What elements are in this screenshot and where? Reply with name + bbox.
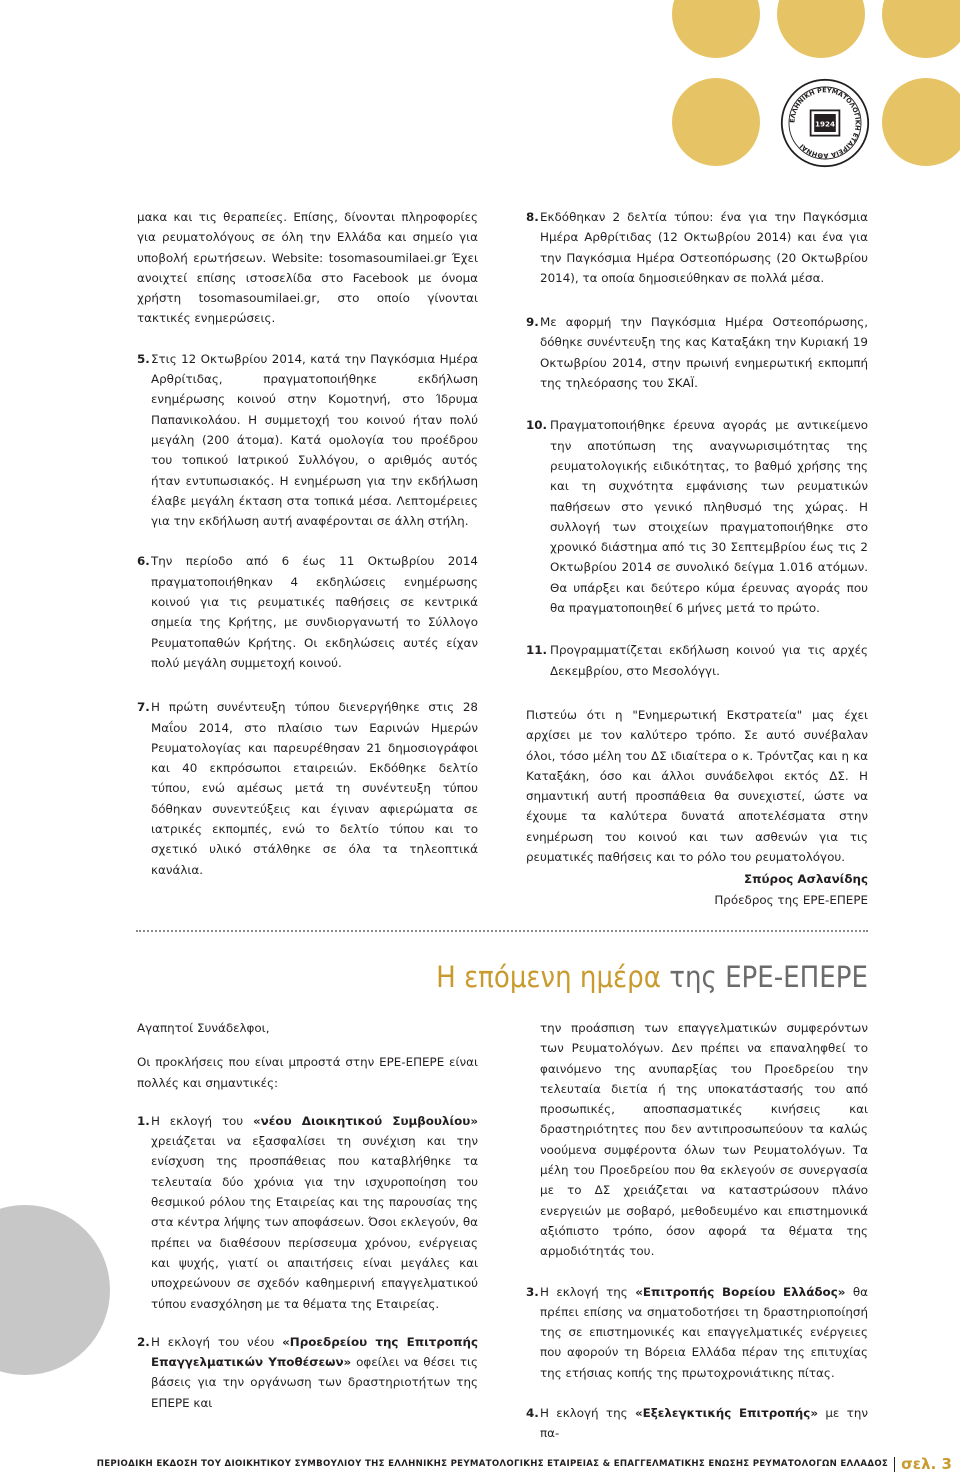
signature-name: Σπύρος Ασλανίδης	[744, 872, 868, 887]
item-text: Την περίοδο από 6 έως 11 Οκτωβρίου 2014 πραγματοποιήθηκαν 4 εκδηλώσεις ενημέρωσης κοινού για τις ρευματικές παθήσεις σε κεντρικά σημεία της Κρήτης, με συνδιοργανωτή το Σύλλογο Ρευματοπαθών Κρήτης. Οι εκδηλώσεις αυτές είχαν πολύ μεγάλη συμμετοχή κοινού.	[151, 554, 478, 670]
item-number: 11.	[526, 643, 548, 658]
item-number: 9.	[526, 315, 539, 330]
headline-part1: Η επόμενη ημέρα	[436, 960, 661, 994]
list-item	[137, 349, 478, 532]
list-item	[526, 312, 868, 393]
decor-circle	[672, 78, 760, 166]
item-text: Η εκλογή του «νέου Διοικητικού Συμβουλίου» χρειάζεται να εξασφαλίσει τη συνέχιση και την ενίσχυση της προσπάθειας που καταβλήθηκε τα τελευταία δύο χρόνια για την ισχυροποίηση του θεσμικού ρόλου της Εταιρείας και της παρουσίας της στα κέντρα λήψης των αποφάσεων. Όσοι εκλεγούν, θα πρέπει να διαθέσουν περίσσευμα χρόνου, ενέργειας και ψυχής, γιατί οι απαιτήσεις είναι μεγάλες και υποχρεώνουν σε σχεδόν καθημερινή επαγγελματικού τύπου ενασχόληση με τα θέματα της Εταιρείας.	[151, 1113, 478, 1311]
item-number: 2.	[137, 1334, 150, 1349]
item-text: Η εκλογή της «Εξελεγκτικής Επιτροπής» με την πα-	[540, 1406, 868, 1441]
intro-paragraph: Οι προκλήσεις που είναι μπροστά στην ΕΡΕ-ΕΠΕΡΕ είναι πολλές και σημαντικές:	[137, 1055, 478, 1090]
page-footer	[0, 1455, 952, 1473]
bottom-right-column	[526, 1018, 868, 1444]
list-item	[526, 1403, 868, 1444]
item-number: 3.	[526, 1284, 539, 1299]
list-item	[137, 1111, 478, 1314]
item-text: Με αφορμή την Παγκόσμια Ημέρα Οστεοπόρωσης, δόθηκε συνέντευξη της κας Καταξάκη την Κυριακή 19 Οκτωβρίου 2014, στην πρωινή ενημερωτική εκπομπή της τηλεόρασης του ΣΚΑΪ.	[540, 315, 868, 391]
item-text: Στις 12 Οκτωβρίου 2014, κατά την Παγκόσμια Ημέρα Αρθρίτιδας, πραγματοποιήθηκε εκδήλωση ενημέρωσης κοινού στην Κομοτηνή, στο Ίδρυμα Παπανικολάου. Η συμμετοχή του κοινού ήταν πολύ μεγάλη (200 άτομα). Κατά ομολογία του προέδρου του τοπικού Ιατρικού Συλλόγου, ο αριθμός αυτός ήταν εντυπωσιακός. Η ενημέρωση για την εκδήλωση έλαβε μεγάλη έκταση στα τοπικά μέσα. Λεπτομέρειες για την εκδήλωση αυτή αναφέρονται σε άλλη στήλη.	[151, 351, 478, 529]
item-text: Προγραμματίζεται εκδήλωση κοινού για τις αρχές Δεκεμβρίου, στο Μεσολόγγι.	[550, 643, 868, 678]
decor-circle	[777, 0, 865, 58]
intro-paragraph: μακα και τις θεραπείες. Επίσης, δίνονται πληροφορίες για ρευματολόγους σε όλη την Ελλάδα και σημείο για υποβολή ερωτήσεων. Website: tosomasoumilaei.gr Έχει ανοιχτεί επίσης ιστοσελίδα στο Facebook με όνομα χρήστη tosomasoumilaei.gr, στο οποίο γίνονται τακτικές ενημερώσεις.	[137, 210, 478, 326]
footer-separator	[894, 1457, 895, 1472]
page-number: σελ. 3	[901, 1455, 952, 1473]
list-item	[137, 1332, 478, 1413]
list-item	[526, 1282, 868, 1383]
society-seal-logo	[780, 78, 870, 168]
item-text: Η πρώτη συνέντευξη τύπου διενεργήθηκε στις 28 Μαΐου 2014, στο πλαίσιο των Εαρινών Ημερών Ρευματολογίας και παρευρέθησαν 21 δημοσιογράφοι και 40 εκπρόσωποι εταιρειών. Εκδόθηκε δελτίο τύπου, ενώ αμέσως μετά τη συνέντευξη τύπου δόθηκαν συνεντεύξεις και έγιναν αφιερώματα σε ιατρικές εκπομπές, ενώ το δελτίο τύπου και το σχετικό υλικό στάλθηκε σε όλα τα τηλεοπτικά κανάλια.	[151, 700, 478, 877]
bottom-left-column	[137, 1018, 478, 1413]
list-item	[137, 697, 478, 880]
decor-circle	[882, 0, 960, 58]
decor-circle	[672, 0, 760, 58]
dotted-divider	[136, 930, 868, 932]
list-item	[526, 640, 868, 681]
section-headline	[436, 960, 868, 994]
decor-circle-gray	[0, 1205, 110, 1375]
item-number: 5.	[137, 351, 150, 366]
seal-year: 1924	[814, 119, 836, 129]
greeting: Αγαπητοί Συνάδελφοι,	[137, 1021, 270, 1035]
item-number: 4.	[526, 1406, 539, 1421]
top-left-column	[137, 207, 478, 880]
list-item	[526, 207, 868, 288]
signature-title: Πρόεδρος της ΕΡΕ-ΕΠΕΡΕ	[714, 892, 868, 907]
closing-paragraph: Πιστεύω ότι η "Ενημερωτική Εκστρατεία" μας έχει αρχίσει με τον καλύτερο τρόπο. Σε αυτό συνέβαλαν όλοι, τόσο μέλη του ΔΣ ιδιαίτερα ο κ. Τρόντζας και η κα Καταξάκη, όσο και άλλοι συνάδελφοι εκτός ΔΣ. Η σημαντική αυτή προσπάθεια θα συνεχιστεί, ώστε να έχουμε τα καλύτερα δυνατά αποτελέσματα στην ενημέρωση του κοινού και των ασθενών για τις ρευματικές παθήσεις και το ρόλο του ρευματολόγου.	[526, 707, 868, 865]
decor-circle	[882, 78, 960, 166]
continued-paragraph: την προάσπιση των επαγγελματικών συμφερόντων των Ρευματολόγων. Δεν πρέπει να επαναληφθεί το φαινόμενο της ανυπαρξίας του Προεδρείου την τελευταία διετία ή της υποκατάστασής του από προσωπικές, αποσπασματικές κινήσεις και δραστηριότητες που δεν αντιπροσωπεύουν τα καλώς νοούμενα συμφέροντα όλων των Ρευματολόγων. Τα μέλη του Προεδρείου που θα εκλεγούν σε συνεργασία με το ΔΣ χρειάζεται να καταστρώσουν πλάνο ενεργειών με σοβαρό, μεθοδευμένο και επιστημονικά αξιόπιστο τρόπο, όσον αφορά τα θέματα της αρμοδιότητάς του.	[540, 1021, 868, 1259]
headline-part2: της ΕΡΕ-ΕΠΕΡΕ	[669, 960, 868, 994]
list-item	[526, 415, 868, 618]
item-text: Εκδόθηκαν 2 δελτία τύπου: ένα για την Παγκόσμια Ημέρα Αρθρίτιδας (12 Οκτωβρίου 2014) και ένα για την Παγκόσμια Ημέρα Οστεοπόρωσης (20 Οκτωβρίου 2014), τα οποία δημοσιεύθηκαν σε πολλά μέσα.	[540, 210, 868, 285]
item-number: 7.	[137, 700, 150, 715]
item-number: 1.	[137, 1113, 150, 1128]
item-number: 10.	[526, 418, 548, 433]
list-item	[137, 551, 478, 673]
item-text: Η εκλογή της «Επιτροπής Βορείου Ελλάδος» θα πρέπει επίσης να σηματοδοτήσει τη δραστηριοποίησή της σε επιστημονικές και επαγγελματικές ενέργειες που αφορούν τη Βόρεια Ελλάδα πέραν της επιτυχίας της ετήσιας κοπής της πρωτοχρονιάτικης πίτας.	[540, 1284, 868, 1380]
item-text: Πραγματοποιήθηκε έρευνα αγοράς με αντικείμενο την αποτύπωση της αναγνωρισιμότητας της ρευματολογικής ειδικότητας, το βαθμό χρήσης της και τη συχνότητα εμφάνισης των ρευματικών παθήσεων στο γενικό πληθυσμό της χώρας. Η συλλογή των στοιχείων πραγματοποιήθηκε στο χρονικό διάστημα από τις 30 Σεπτεμβρίου έως τις 2 Οκτωβρίου 2014 σε συνολικό δείγμα 1.016 ατόμων. Θα υπάρξει και δεύτερο κύμα έρευνας αγοράς που θα πραγματοποιηθεί 6 μήνες μετά το πρώτο.	[550, 418, 868, 616]
item-number: 6.	[137, 554, 150, 569]
footer-publication-text: ΠΕΡΙΟΔΙΚΗ ΕΚΔΟΣΗ ΤΟΥ ΔΙΟΙΚΗΤΙΚΟΥ ΣΥΜΒΟΥΛΙΟΥ ΤΗΣ ΕΛΛΗΝΙΚΗΣ ΡΕΥΜΑΤΟΛΟΓΙΚΗΣ ΕΤΑΙΡΕΙΑΣ & ΕΠΑΓΓΕΛΜΑΤΙΚΗΣ ΕΝΩΣΗΣ ΡΕΥΜΑΤΟΛΟΓΩΝ ΕΛΛΑΔΟΣ	[96, 1459, 889, 1469]
seal-ring-text: ΕΛΛΗΝΙΚΗ ΡΕΥΜΑΤΟΛΟΓΙΚΗ ΕΤΑΙΡΕΙΑ ΑΘΗΝΑΙ	[788, 86, 862, 160]
item-number: 8.	[526, 210, 539, 224]
item-text: Η εκλογή του νέου «Προεδρείου της Επιτροπής Επαγγελματικών Υποθέσεων» οφείλει να θέσει τις βάσεις για την οργάνωση των δραστηριοτήτων της ΕΠΕΡΕ και	[151, 1334, 478, 1410]
top-right-column	[526, 207, 868, 910]
